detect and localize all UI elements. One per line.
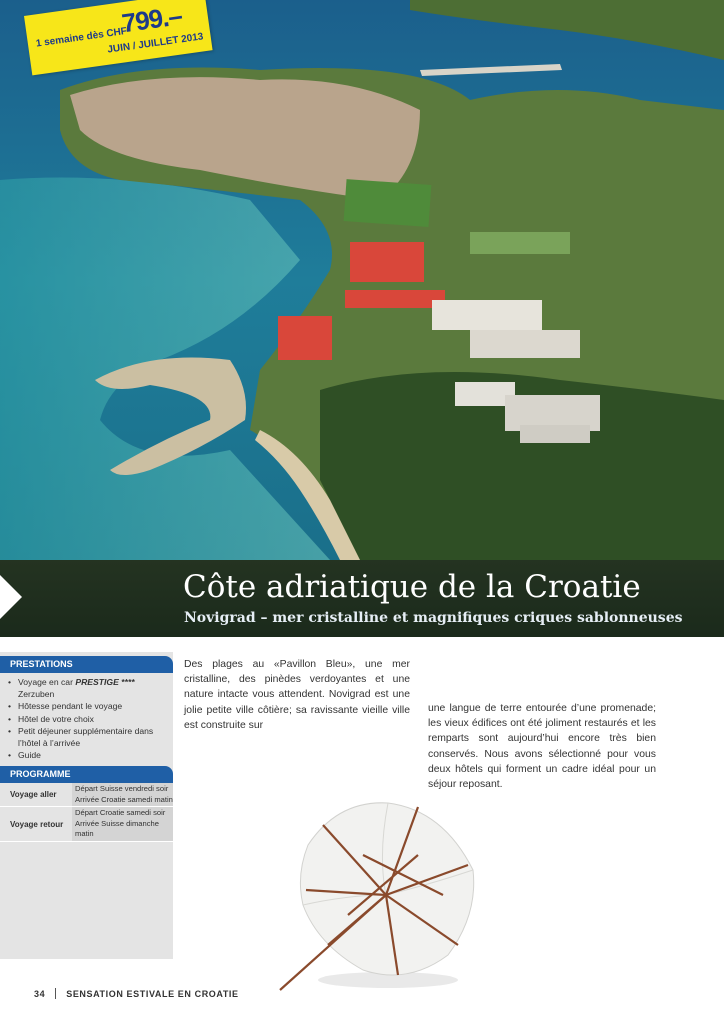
umbrella-image bbox=[268, 795, 488, 1000]
list-item: • Petit déjeuner supplémentaire dans l’hôtel à l’arrivée bbox=[8, 725, 172, 749]
page-subtitle: Novigrad – mer cristalline et magnifiques criques sablonneuses bbox=[184, 610, 683, 626]
page-number: 34 bbox=[34, 989, 46, 999]
row-label: Voyage retour bbox=[10, 819, 64, 829]
body-column-2: une langue de terre entourée d’une promenade; les vieux édifices ont été joliment restaurés et les remparts sont aujourd’hui encore très bien conservés. Nous avons sélectionné pour vous deux hôtels qui forment un cadre idéal pour un séjour reposant. bbox=[428, 703, 656, 791]
footer-divider bbox=[55, 988, 56, 999]
list-item bbox=[8, 676, 172, 700]
row-line: Arrivée Croatie samedi matin bbox=[75, 794, 173, 804]
section-title: SENSATION ESTIVALE EN CROATIE bbox=[66, 989, 239, 999]
table-row bbox=[0, 783, 173, 807]
body-column-1: Des plages au «Pavillon Bleu», une mer cristalline, des pinèdes verdoyantes et une nature intacte vous attendent. Novigrad est une jolie petite ville côtière; sa ravissante vieille ville est construite sur bbox=[184, 659, 410, 731]
row-value bbox=[72, 807, 173, 842]
row-label: Voyage aller bbox=[10, 790, 57, 800]
page-title: Côte adriatique de la Croatie bbox=[183, 569, 641, 605]
list-item: • Hôtel de votre choix bbox=[8, 713, 172, 725]
price-amount: 799.– bbox=[119, 0, 184, 39]
programme-table bbox=[0, 783, 173, 842]
list-item: • Hôtesse pendant le voyage bbox=[8, 700, 172, 712]
price-dates: JUIN / JUILLET 2013 bbox=[106, 31, 205, 56]
item-emphasis: PRESTIGE **** bbox=[75, 677, 135, 687]
table-row bbox=[0, 807, 173, 842]
row-value bbox=[72, 783, 173, 807]
programme-heading: PROGRAMME bbox=[0, 766, 173, 783]
row-line: Départ Suisse vendredi soir bbox=[75, 784, 169, 793]
prestations-heading: PRESTATIONS bbox=[0, 656, 173, 673]
prestations-list bbox=[8, 676, 172, 761]
arrow-tab-icon bbox=[0, 575, 22, 619]
item-prefix: Voyage en car bbox=[18, 677, 76, 687]
row-line: Départ Croatie samedi soir bbox=[75, 808, 166, 818]
parasol-icon bbox=[268, 795, 488, 995]
item-suffix: Zerzuben bbox=[18, 689, 55, 700]
price-lead-text: 1 semaine dès CHF bbox=[35, 25, 128, 50]
row-line: Arrivée Suisse dimanche matin bbox=[75, 818, 159, 839]
page-footer bbox=[34, 988, 239, 999]
list-item: • Guide bbox=[8, 749, 172, 761]
